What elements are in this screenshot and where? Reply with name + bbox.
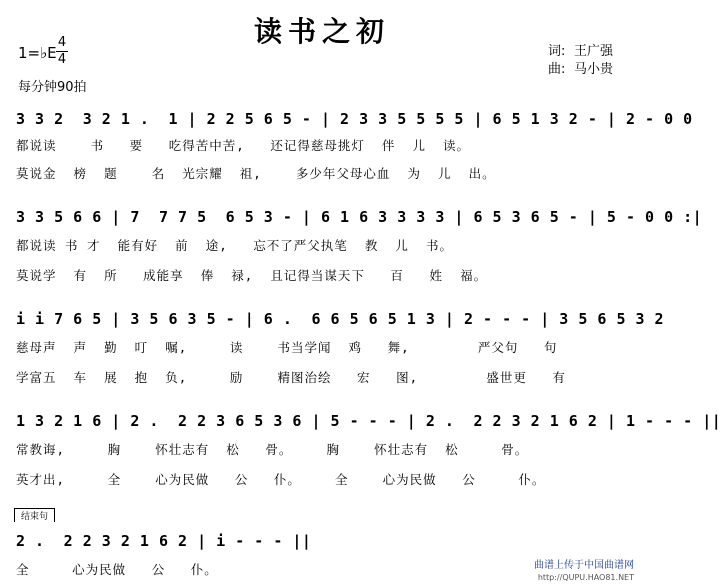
tempo-marking: 每分钟90拍 <box>18 80 87 95</box>
note-sequence: 3 3 2 3 2 1 . 1 | 2 2 5 6 5 - | 2 3 3 5 5 5 5 | 6 5 1 3 2 - | 2 - 0 0 <box>16 110 693 128</box>
composer-credit <box>548 58 613 77</box>
lyric-verse-1: 都说读 书 要 吃得苦中苦, 还记得慈母挑灯 伴 儿 读。 <box>16 138 471 153</box>
note-sequence: 1 3 2 1 6 | 2 . 2 2 3 6 5 3 6 | 5 - - - | 2 . 2 2 3 2 1 6 2 | 1 - - - || <box>16 412 721 430</box>
note-sequence: i i 7 6 5 | 3 5 6 3 5 - | 6 . 6 6 5 6 5 1 3 | 2 - - - | 3 5 6 5 3 2 <box>16 310 665 328</box>
footer-site: 曲谱上传于中国曲谱网 <box>534 560 634 571</box>
notation-line <box>16 528 316 554</box>
lyric-verse-1: 都说读 书 才 能有好 前 途, 忘不了严父执笔 教 儿 书。 <box>16 238 453 253</box>
notation-line <box>16 306 665 332</box>
lyric-verse-2: 学富五 车 展 抱 负, 励 精图治绘 宏 图, 盛世更 有 <box>16 370 566 385</box>
meter-bottom: 4 <box>57 52 67 67</box>
notation-line <box>16 408 721 434</box>
lyric-verse-1: 常教诲, 胸 怀壮志有 松 骨。 胸 怀壮志有 松 骨。 <box>16 442 529 457</box>
meter-top: 4 <box>57 35 67 50</box>
lyric-verse-2: 英才出, 全 心为民做 公 仆。 全 心为民做 公 仆。 <box>16 472 546 487</box>
credit-name: 王广强 <box>574 44 614 59</box>
footer-url: http://QUPU.HAO81.NET <box>537 573 634 582</box>
page-title: 读书之初 <box>253 15 390 48</box>
lyric-verse-2: 莫说金 榜 题 名 光宗耀 祖, 多少年父母心血 为 儿 出。 <box>16 166 496 181</box>
notation-line <box>16 106 693 132</box>
footer <box>534 560 634 584</box>
credit-name: 马小贵 <box>574 62 614 77</box>
lyric-verse-1: 全 心为民做 公 仆。 <box>16 562 218 577</box>
lyricist-credit <box>548 40 613 59</box>
credit-label: 曲: <box>548 62 566 77</box>
lyric-verse-2: 莫说学 有 所 成能享 俸 禄, 且记得当谋天下 百 姓 福。 <box>16 268 488 283</box>
note-sequence: 2 . 2 2 3 2 1 6 2 | i - - - || <box>16 532 312 550</box>
credit-label: 词: <box>548 44 566 59</box>
lyric-verse-1: 慈母声 声 勤 叮 嘱, 读 书当学闻 鸡 舞, 严父句 句 <box>16 340 558 355</box>
notation-line <box>16 204 703 230</box>
ending-label: 结束句 <box>14 508 55 522</box>
key-signature: 1=♭E <box>18 44 57 62</box>
note-sequence: 3 3 5 6 6 | 7 7 7 5 6 5 3 - | 6 1 6 3 3 3 3 | 6 5 3 6 5 - | 5 - 0 0 :| <box>16 208 703 226</box>
time-signature <box>56 36 68 67</box>
